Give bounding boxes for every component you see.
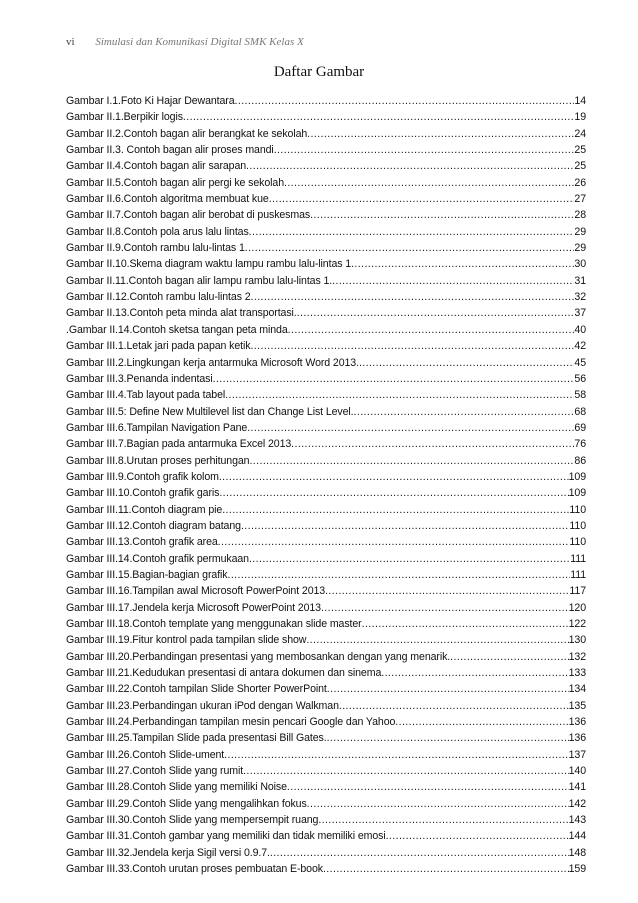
dot-leader bbox=[287, 779, 569, 795]
dot-leader bbox=[359, 355, 574, 371]
dot-leader bbox=[270, 845, 569, 861]
dot-leader bbox=[241, 518, 569, 534]
figure-entry-label: Gambar III.21.Kedudukan presentasi di antara dokumen dan sinema bbox=[66, 667, 382, 680]
figure-entry-label: Gambar III.32.Jendela kerja Sigil versi 0.9.7. bbox=[66, 846, 270, 859]
page-number: vi bbox=[66, 36, 75, 48]
figure-entry[interactable] bbox=[66, 109, 586, 125]
figure-entry[interactable] bbox=[66, 502, 586, 518]
dot-leader bbox=[325, 583, 569, 599]
dot-leader bbox=[386, 828, 569, 844]
figure-entry-page: 29 bbox=[574, 225, 586, 238]
figure-entry[interactable] bbox=[66, 698, 586, 714]
figure-entry-label: Gambar III.24.Perbandingan tampilan mesin pencari Google dan Yahoo bbox=[66, 716, 396, 729]
figure-entry[interactable] bbox=[66, 387, 586, 403]
dot-leader bbox=[332, 273, 574, 289]
figure-entry-label: Gambar III.8.Urutan proses perhitungan bbox=[66, 454, 250, 467]
figure-entry-page: 69 bbox=[574, 421, 586, 434]
dot-leader bbox=[243, 763, 569, 779]
running-header bbox=[66, 36, 304, 48]
figure-entry-page: 26 bbox=[574, 176, 586, 189]
figure-entry-label: Gambar II.2.Contoh bagan alir berangkat ke sekolah bbox=[66, 127, 308, 140]
figure-entry-page: 42 bbox=[574, 340, 586, 353]
figure-entry-label: Gambar III.29.Contoh Slide yang mengalihkan fokus bbox=[66, 797, 307, 810]
figure-entry-label: Gambar III.11.Contoh diagram pie bbox=[66, 503, 223, 516]
figure-entry-page: 120 bbox=[568, 601, 586, 614]
figure-entry[interactable] bbox=[66, 616, 586, 632]
figure-entry-page: 130 bbox=[568, 634, 586, 647]
figure-entry[interactable] bbox=[66, 256, 586, 272]
figure-entry-label: Gambar III.7.Bagian pada antarmuka Excel 2013 bbox=[66, 438, 292, 451]
figure-entry[interactable] bbox=[66, 747, 586, 763]
figure-entry-page: 56 bbox=[574, 372, 586, 385]
dot-leader bbox=[224, 747, 568, 763]
dot-leader bbox=[306, 632, 568, 648]
figure-entry[interactable] bbox=[66, 371, 586, 387]
dot-leader bbox=[297, 305, 575, 321]
figure-entry-label: Gambar II.8.Contoh pola arus lalu lintas bbox=[66, 225, 249, 238]
dot-leader bbox=[307, 126, 574, 142]
figure-entry-page: 28 bbox=[574, 209, 586, 222]
figure-entry-label: Gambar III.22.Contoh tampilan Slide Shorter PowerPoint bbox=[66, 683, 327, 696]
figure-entry-page: 117 bbox=[569, 585, 586, 598]
figure-entry[interactable] bbox=[66, 126, 586, 142]
dot-leader bbox=[318, 812, 568, 828]
figure-entry-page: 32 bbox=[574, 291, 586, 304]
figure-entry-label: Gambar II.10.Skema diagram waktu lampu rambu lalu-lintas 1 bbox=[66, 258, 352, 271]
dot-leader bbox=[274, 142, 575, 158]
figure-entry-page: 110 bbox=[569, 536, 586, 549]
figure-entry-label: Gambar II.13.Contoh peta minda alat transportasi. bbox=[66, 307, 297, 320]
figure-entry-page: 141 bbox=[568, 781, 586, 794]
figure-entry[interactable] bbox=[66, 175, 586, 191]
dot-leader bbox=[249, 551, 570, 567]
figure-entry-label: Gambar III.4.Tab layout pada tabel bbox=[66, 389, 226, 402]
dot-leader bbox=[251, 289, 575, 305]
figure-entry[interactable] bbox=[66, 812, 586, 828]
figure-entry-label: Gambar III.13.Contoh grafik area bbox=[66, 536, 218, 549]
figure-entry-label: Gambar III.1.Letak jari pada papan ketik bbox=[66, 340, 251, 353]
figure-entry-label: Gambar III.26.Contoh Slide-ument bbox=[66, 748, 225, 761]
figure-entry-label: Gambar II.4.Contoh bagan alir sarapan bbox=[66, 160, 247, 173]
figure-entry-label: Gambar II.3. Contoh bagan alir proses mandi bbox=[66, 144, 274, 157]
figure-entry-page: 159 bbox=[568, 863, 586, 876]
figure-entry-page: 24 bbox=[574, 127, 586, 140]
figure-entry-label: Gambar III.23.Perbandingan ukuran iPod dengan Walkman bbox=[66, 699, 339, 712]
dot-leader bbox=[219, 469, 569, 485]
dot-leader bbox=[249, 224, 575, 240]
figure-entry-label: Gambar III.9.Contoh grafik kolom bbox=[66, 470, 219, 483]
figure-entry[interactable] bbox=[66, 583, 586, 599]
figure-entry-label: Gambar III.28.Contoh Slide yang memiliki Noise bbox=[66, 781, 287, 794]
dot-leader bbox=[354, 404, 575, 420]
figure-entry-label: Gambar II.6.Contoh algoritma membuat kue bbox=[66, 193, 269, 206]
figure-entry[interactable] bbox=[66, 551, 586, 567]
dot-leader bbox=[245, 240, 575, 256]
figure-entry[interactable] bbox=[66, 322, 586, 338]
figure-entry-label: Gambar III.15.Bagian-bagian grafik bbox=[66, 568, 228, 581]
figure-entry[interactable] bbox=[66, 600, 586, 616]
figure-entry-page: 14 bbox=[574, 95, 586, 107]
figure-entry-label: Gambar II.1.Berpikir logis bbox=[66, 111, 183, 124]
dot-leader bbox=[269, 191, 575, 207]
figure-entry[interactable] bbox=[66, 453, 586, 469]
figure-entry[interactable] bbox=[66, 240, 586, 256]
figure-entry-page: 37 bbox=[574, 307, 586, 320]
figure-entry-page: 134 bbox=[568, 683, 586, 696]
figure-entry-label: Gambar III.14.Contoh grafik permukaan bbox=[66, 552, 249, 565]
figure-entry-page: 137 bbox=[568, 748, 586, 761]
dot-leader bbox=[327, 681, 569, 697]
figure-entry[interactable] bbox=[66, 845, 586, 861]
figure-entry-page: 111 bbox=[570, 568, 586, 581]
figure-entry[interactable] bbox=[66, 828, 586, 844]
figure-entry[interactable] bbox=[66, 649, 586, 665]
figure-list bbox=[66, 93, 586, 878]
figure-entry[interactable] bbox=[66, 567, 586, 583]
figure-entry-label: Gambar II.9.Contoh rambu lalu-lintas 1 bbox=[66, 242, 245, 255]
figure-entry-page: 25 bbox=[574, 144, 586, 157]
dot-leader bbox=[284, 175, 574, 191]
figure-entry-label: Gambar III.18.Contoh template yang menggunakan slide master bbox=[66, 618, 362, 630]
figure-entry-label: Gambar III.20.Perbandingan presentasi yang membosankan dengan yang menarik. bbox=[66, 650, 451, 663]
figure-entry-page: 45 bbox=[574, 356, 586, 369]
figure-entry[interactable] bbox=[66, 158, 586, 174]
figure-entry-page: 133 bbox=[568, 667, 586, 680]
figure-entry[interactable] bbox=[66, 485, 586, 501]
dot-leader bbox=[219, 485, 568, 501]
figure-entry-label: Gambar III.31.Contoh gambar yang memiliki dan tidak memiliki emosi bbox=[66, 830, 386, 843]
page-title: Daftar Gambar bbox=[273, 64, 365, 80]
figure-entry-label: Gambar III.30.Contoh Slide yang mempersempit ruang bbox=[66, 814, 319, 827]
figure-entry-label: Gambar III.33.Contoh urutan proses pembuatan E-book bbox=[66, 863, 323, 876]
figure-entry-label: Gambar I.1.Foto Ki Hajar Dewantara bbox=[66, 95, 235, 107]
dot-leader bbox=[213, 371, 575, 387]
dot-leader bbox=[351, 256, 574, 272]
figure-entry[interactable] bbox=[66, 534, 586, 550]
dot-leader bbox=[307, 796, 569, 812]
figure-entry-label: Gambar III.12.Contoh diagram batang bbox=[66, 519, 241, 532]
figure-entry-page: 122 bbox=[568, 618, 586, 630]
dot-leader bbox=[339, 698, 569, 714]
figure-entry[interactable] bbox=[66, 469, 586, 485]
figure-entry[interactable] bbox=[66, 224, 586, 240]
figure-entry[interactable] bbox=[66, 632, 586, 648]
dot-leader bbox=[395, 714, 568, 730]
dot-leader bbox=[250, 338, 574, 354]
figure-entry-label: Gambar III.19.Fitur kontrol pada tampilan slide show bbox=[66, 634, 307, 647]
figure-entry[interactable] bbox=[66, 681, 586, 697]
figure-entry[interactable] bbox=[66, 289, 586, 305]
figure-entry[interactable] bbox=[66, 305, 586, 321]
figure-entry-label: .Gambar II.14.Contoh sketsa tangan peta minda bbox=[66, 323, 288, 336]
figure-entry[interactable] bbox=[66, 191, 586, 207]
figure-entry-page: 40 bbox=[574, 323, 586, 336]
dot-leader bbox=[228, 567, 571, 583]
figure-entry-page: 29 bbox=[574, 242, 586, 255]
dot-leader bbox=[247, 420, 574, 436]
figure-entry[interactable] bbox=[66, 665, 586, 681]
figure-entry[interactable] bbox=[66, 436, 586, 452]
dot-leader bbox=[291, 436, 574, 452]
dot-leader bbox=[310, 207, 574, 223]
figure-entry-label: Gambar II.5.Contoh bagan alir pergi ke sekolah bbox=[66, 176, 284, 189]
figure-entry-label: Gambar III.17.Jendela kerja Microsoft PowerPoint 2013 bbox=[66, 601, 321, 614]
dot-leader bbox=[381, 665, 568, 681]
figure-entry-page: 136 bbox=[568, 716, 586, 729]
figure-entry-label: Gambar II.7.Contoh bagan alir berobat di puskesmas bbox=[66, 209, 311, 222]
figure-entry-page: 142 bbox=[568, 797, 586, 810]
dot-leader bbox=[450, 649, 568, 665]
figure-entry[interactable] bbox=[66, 273, 586, 289]
figure-entry-page: 68 bbox=[574, 405, 586, 418]
dot-leader bbox=[288, 322, 575, 338]
dot-leader bbox=[225, 387, 574, 403]
figure-entry[interactable] bbox=[66, 714, 586, 730]
figure-entry-page: 135 bbox=[568, 699, 586, 712]
figure-entry-page: 31 bbox=[574, 274, 586, 287]
figure-entry[interactable] bbox=[66, 796, 586, 812]
running-title: Simulasi dan Komunikasi Digital SMK Kelas X bbox=[95, 36, 304, 48]
figure-entry-page: 132 bbox=[568, 650, 586, 663]
dot-leader bbox=[218, 534, 570, 550]
figure-entry[interactable] bbox=[66, 861, 586, 877]
figure-entry[interactable] bbox=[66, 142, 586, 158]
dot-leader bbox=[222, 502, 569, 518]
figure-entry-label: Gambar II.11.Contoh bagan alir lampu rambu lalu-lintas 1. bbox=[66, 274, 333, 287]
figure-entry-label: Gambar III.27.Contoh Slide yang rumit bbox=[66, 765, 244, 778]
figure-entry-page: 76 bbox=[574, 438, 586, 451]
figure-entry[interactable] bbox=[66, 93, 586, 109]
figure-entry-label: Gambar III.16.Tampilan awal Microsoft PowerPoint 2013 bbox=[66, 585, 326, 598]
figure-entry-page: 58 bbox=[574, 389, 586, 402]
dot-leader bbox=[235, 93, 575, 109]
figure-entry[interactable] bbox=[66, 355, 586, 371]
figure-entry-page: 30 bbox=[574, 258, 586, 271]
dot-leader bbox=[183, 109, 574, 125]
figure-entry[interactable] bbox=[66, 730, 586, 746]
figure-entry[interactable] bbox=[66, 338, 586, 354]
dot-leader bbox=[249, 453, 574, 469]
dot-leader bbox=[321, 600, 569, 616]
figure-entry-label: Gambar III.3.Penanda indentasi bbox=[66, 372, 213, 385]
figure-entry-page: 109 bbox=[568, 470, 586, 483]
figure-entry[interactable] bbox=[66, 207, 586, 223]
figure-entry-page: 136 bbox=[568, 732, 586, 745]
figure-entry-label: Gambar III.2.Lingkungan kerja antarmuka Microsoft Word 2013. bbox=[66, 356, 359, 369]
figure-entry-label: Gambar III.6.Tampilan Navigation Pane bbox=[66, 421, 248, 434]
figure-entry-page: 27 bbox=[574, 193, 586, 206]
figure-entry-page: 86 bbox=[574, 454, 586, 467]
figure-entry-label: Gambar III.5: Define New Multilevel list dan Change List Level. bbox=[66, 405, 354, 418]
figure-entry-page: 25 bbox=[574, 160, 586, 173]
figure-entry[interactable] bbox=[66, 404, 586, 420]
figure-entry[interactable] bbox=[66, 763, 586, 779]
figure-entry-page: 111 bbox=[570, 552, 586, 565]
figure-entry-page: 110 bbox=[569, 519, 586, 532]
figure-entry-page: 140 bbox=[568, 765, 586, 778]
figure-entry-page: 19 bbox=[574, 111, 586, 124]
dot-leader bbox=[323, 861, 569, 877]
dot-leader bbox=[327, 730, 569, 746]
figure-entry-page: 143 bbox=[568, 814, 586, 827]
figure-entry-page: 110 bbox=[569, 503, 586, 516]
dot-leader bbox=[246, 158, 574, 174]
figure-entry[interactable] bbox=[66, 518, 586, 534]
figure-entry-label: Gambar II.12.Contoh rambu lalu-lintas 2 bbox=[66, 291, 251, 304]
figure-entry[interactable] bbox=[66, 779, 586, 795]
figure-entry[interactable] bbox=[66, 420, 586, 436]
figure-entry-page: 144 bbox=[568, 830, 586, 843]
figure-entry-label: Gambar III.25.Tampilan Slide pada presentasi Bill Gates. bbox=[66, 732, 327, 745]
figure-entry-page: 148 bbox=[568, 846, 586, 859]
dot-leader bbox=[362, 616, 569, 632]
figure-entry-page: 109 bbox=[568, 487, 586, 500]
figure-entry-label: Gambar III.10.Contoh grafik garis bbox=[66, 487, 220, 500]
